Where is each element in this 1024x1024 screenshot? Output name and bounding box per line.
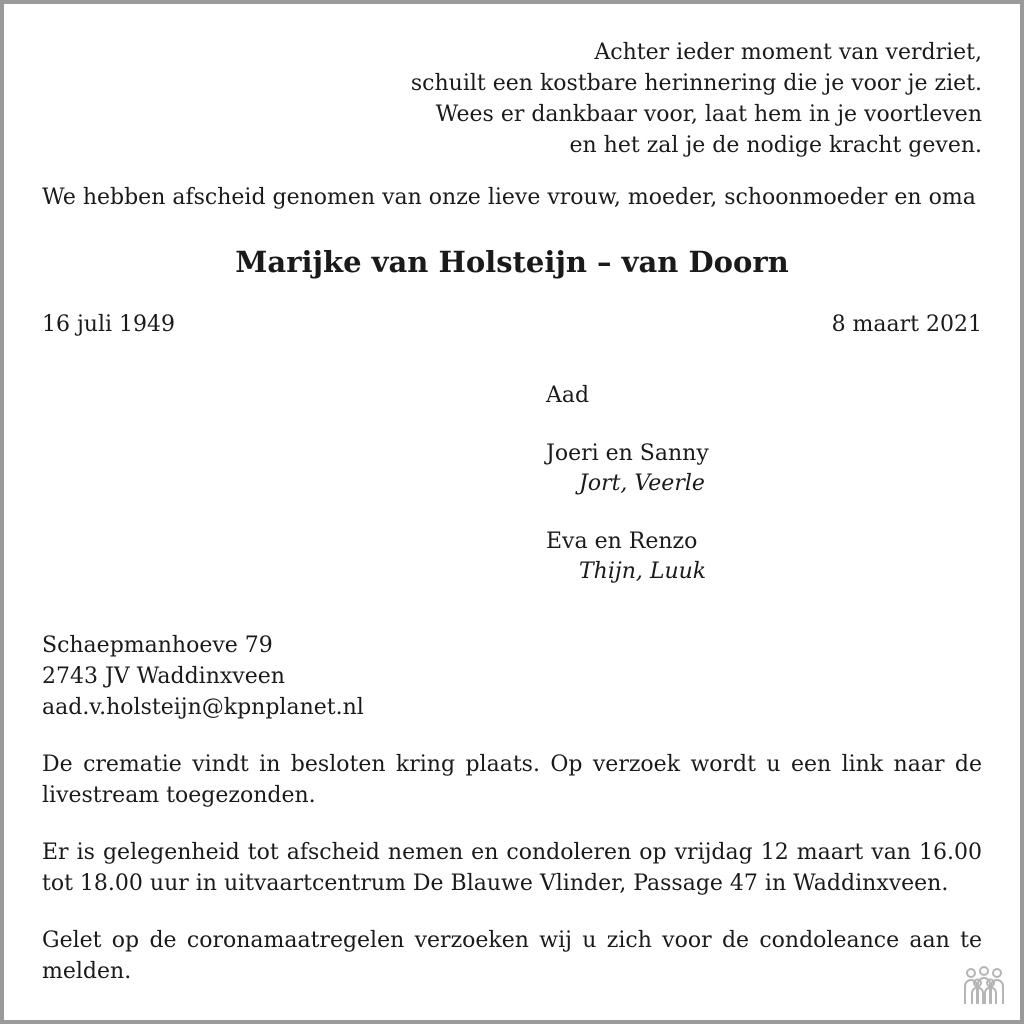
family-spouse: Aad — [546, 383, 590, 408]
address-street: Schaepmanhoeve 79 — [42, 633, 273, 658]
family-list — [546, 381, 709, 587]
birth-date: 16 juli 1949 — [42, 312, 176, 337]
cremation-notice: De crematie vindt in besloten kring plaats. Op verzoek wordt u een link naar de livestream toegezonden. — [42, 752, 982, 808]
poem-line: Achter ieder moment van verdriet, — [594, 40, 982, 65]
address-email: aad.v.holsteijn@kpnplanet.nl — [42, 695, 364, 720]
death-date: 8 maart 2021 — [831, 312, 982, 337]
family-child: Eva en Renzo — [546, 529, 698, 554]
family-grandchildren: Thijn, Luuk — [579, 559, 707, 584]
poem-line: en het zal je de nodige kracht geven. — [569, 133, 982, 158]
family-child: Joeri en Sanny — [546, 441, 709, 466]
poem — [411, 37, 982, 161]
family-grandchildren: Jort, Veerle — [579, 471, 705, 496]
correspondence-address — [42, 630, 364, 723]
intro-text: We hebben afscheid genomen van onze lieve vrouw, moeder, schoonmoeder en oma — [42, 185, 976, 210]
deceased-name: Marijke van Holsteijn – van Doorn — [235, 245, 789, 279]
poem-line: schuilt een kostbare herinnering die je voor je ziet. — [410, 71, 982, 96]
people-group-icon — [962, 966, 1006, 1006]
address-city: 2743 JV Waddinxveen — [42, 664, 285, 689]
poem-line: Wees er dankbaar voor, laat hem in je voortleven — [435, 102, 982, 127]
corona-notice: Gelet op de coronamaatregelen verzoeken wij u zich voor de condoleance aan te melden. — [42, 928, 982, 984]
condolence-notice: Er is gelegenheid tot afscheid nemen en condoleren op vrijdag 12 maart van 16.00 tot 18.00 uur in uitvaartcentrum De Blauwe Vlinder, Passage 47 in Waddinxveen. — [42, 840, 982, 896]
